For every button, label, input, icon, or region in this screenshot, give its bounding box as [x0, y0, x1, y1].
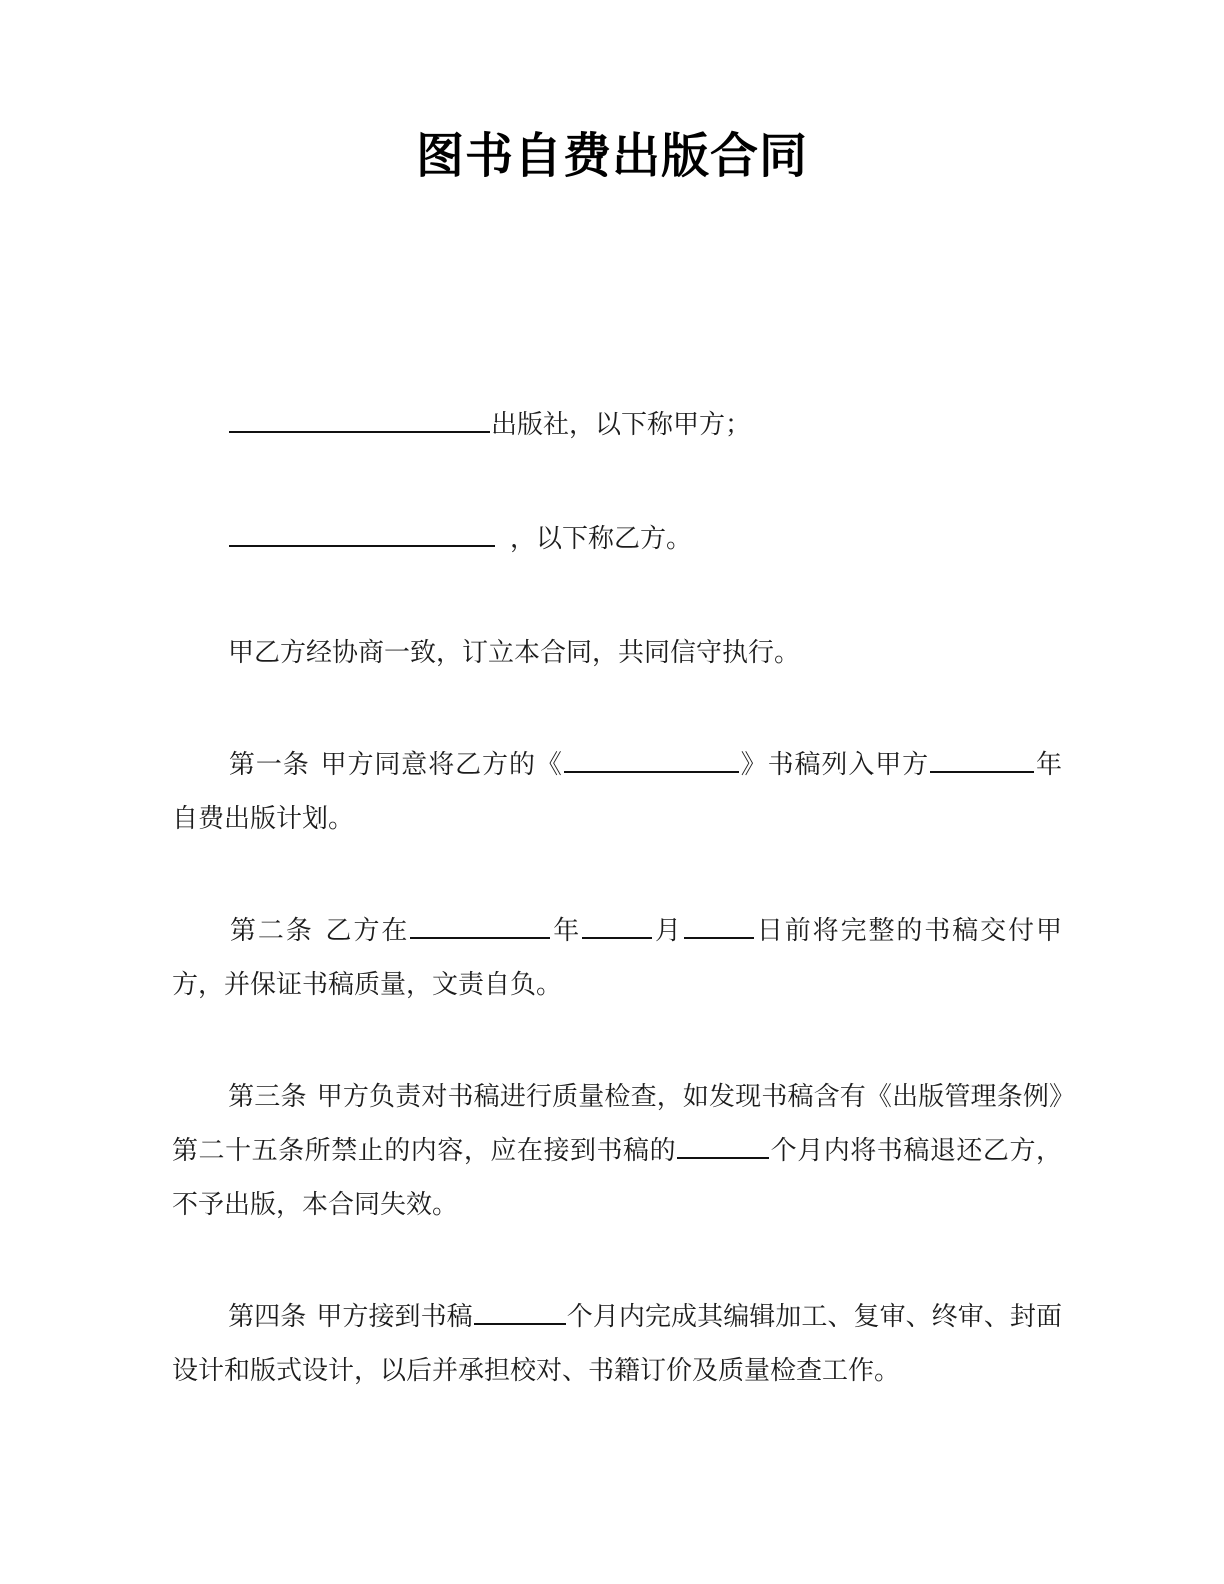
article-2-text-3: 月	[653, 916, 683, 946]
article-2-text-4: 日前将完整的书稿交付甲方，并保证书稿质量，文责自负。	[172, 916, 1062, 1000]
article-4-text-1: 甲方接到书稿	[316, 1302, 473, 1332]
article-2-year-blank[interactable]	[410, 915, 550, 939]
article-3-text-1: 甲方负责对书稿进行质量检查，如发现书稿含有《出版管理条例》第二十五条所禁止的内容，应在接到书稿的	[172, 1082, 1062, 1166]
article-4-months-blank[interactable]	[474, 1301, 566, 1325]
article-4-label: 第四条	[228, 1302, 307, 1332]
party-b-line	[172, 512, 1062, 566]
document-body	[172, 398, 1062, 1398]
article-1-booktitle-blank[interactable]	[564, 749, 739, 773]
party-b-text: ，以下称乙方。	[510, 524, 693, 554]
article-2-label: 第二条	[228, 916, 314, 946]
article-1-text-2: 》书稿列入甲方	[739, 750, 930, 780]
article-2-text-2: 年	[551, 916, 582, 946]
article-3-months-blank[interactable]	[677, 1135, 769, 1159]
page-title: 图书自费出版合同	[415, 128, 808, 184]
spacer	[172, 1012, 1062, 1070]
article-1-year-blank[interactable]	[930, 749, 1034, 773]
spacer	[172, 680, 1062, 738]
agreement-statement	[172, 626, 1062, 680]
article-2-month-blank[interactable]	[582, 915, 652, 939]
article-4	[172, 1290, 1062, 1398]
spacer	[172, 1232, 1062, 1290]
party-a-text: 出版社，以下称甲方；	[491, 410, 752, 440]
party-a-name-blank[interactable]	[229, 409, 490, 433]
article-1-text-3: 年自费出版计划。	[172, 750, 1062, 834]
article-3	[172, 1070, 1062, 1232]
spacer	[172, 846, 1062, 904]
article-2-day-blank[interactable]	[684, 915, 754, 939]
article-1-label: 第一条	[228, 750, 310, 780]
agreement-statement-text: 甲乙方经协商一致，订立本合同，共同信守执行。	[228, 638, 801, 668]
party-a-line	[172, 398, 1062, 452]
party-b-name-blank[interactable]	[229, 523, 495, 547]
article-2	[172, 904, 1062, 1012]
article-1-text-1: 甲方同意将乙方的《	[319, 750, 563, 780]
spacer	[172, 566, 1062, 626]
article-2-text-1: 乙方在	[323, 916, 410, 946]
article-3-text-2: 个月内将书稿退还乙方，不予出版，本合同失效。	[172, 1136, 1062, 1220]
article-3-label: 第三条	[228, 1082, 307, 1112]
article-4-text-2: 个月内完成其编辑加工、复审、终审、封面设计和版式设计，以后并承担校对、书籍订价及质量检查工作。	[172, 1302, 1062, 1386]
article-1	[172, 738, 1062, 846]
spacer	[172, 452, 1062, 512]
